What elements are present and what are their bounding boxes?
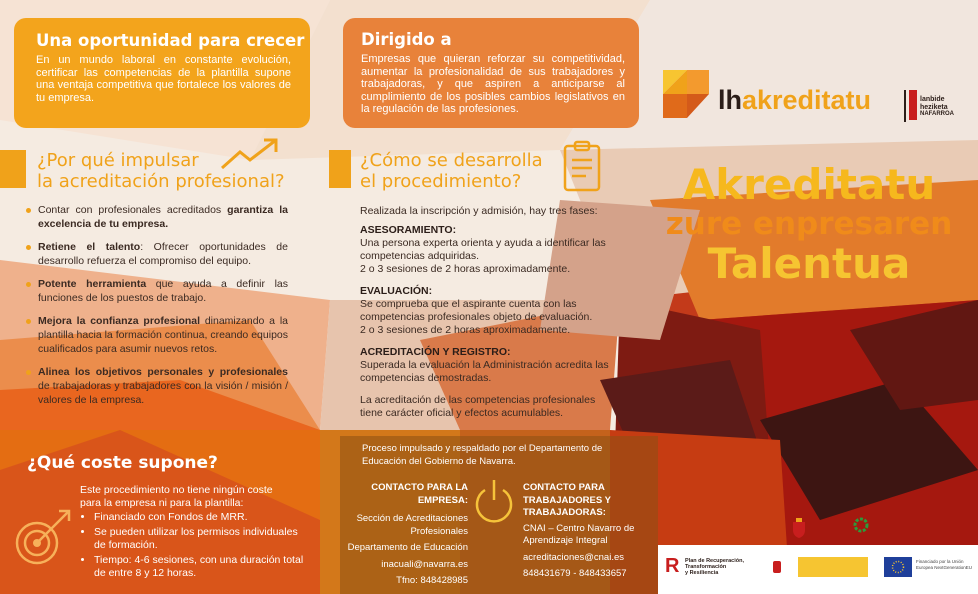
phase-body: Una persona experta orienta y ayuda a identificar las competencias adquiridas.: [360, 237, 606, 262]
partner-line: NAFARROA: [920, 111, 954, 117]
phase-note: 2 o 3 sesiones de 2 horas aproximadamente.: [360, 263, 571, 275]
cost-title: ¿Qué coste supone?: [27, 453, 218, 473]
lanbide-text: [920, 96, 954, 119]
how-title-line-1: ¿Cómo se desarrolla: [360, 150, 543, 171]
how-phases: [360, 224, 618, 420]
why-item: Potente herramienta que ayuda a definir las funciones de los puestos de trabajo.: [26, 277, 288, 305]
workers-email-link[interactable]: acreditaciones@cnai.es: [523, 551, 625, 563]
akreditatu-logo-mark: [663, 70, 709, 118]
why-accent-bar: [0, 150, 26, 188]
why-item: Retiene el talento: Ofrecer oportunidades de desarrollo refuerza el compromiso del equipo.: [26, 240, 288, 268]
target-arrow-icon: [13, 505, 75, 567]
eu-funding-text: Financiado por la Unión Europea NextGenerationEU: [916, 559, 973, 570]
lanbide-logo: [909, 90, 917, 120]
headline-line-2: zure enpresaren: [665, 206, 953, 242]
spain-coat-icon: [773, 561, 781, 573]
how-title-line-2: el procedimiento?: [360, 171, 522, 192]
spain-shield: [770, 557, 798, 577]
clipboard-icon: [562, 140, 602, 192]
opportunity-card-body: En un mundo laboral en constante evolución, certificar las competencias de la plantilla supone una ventaja competitiva que fortalece los valores de tu empresa.: [36, 54, 291, 104]
how-intro: Realizada la inscripción y admisión, hay tres fases:: [360, 205, 598, 217]
logo-divider: [904, 90, 906, 122]
phase-body: Superada la evaluación la Administración acredita las competencias demostradas.: [360, 359, 609, 384]
company-contact: [338, 482, 468, 588]
phase-heading: ASESORAMIENTO:: [360, 224, 457, 236]
phase-block: [360, 224, 618, 276]
recovery-plan-logo: [665, 555, 760, 579]
phase-block: [360, 346, 618, 385]
eu-flag-logo: [884, 557, 912, 577]
headline-line-1: Akreditatu: [682, 160, 936, 209]
target-audience-card-title: Dirigido a: [361, 30, 452, 49]
logo-akreditatu: akreditatu: [742, 85, 872, 115]
workers-contact-line: CNAI – Centro Navarro de Aprendizaje Integral: [523, 522, 635, 546]
power-icon: [471, 476, 517, 526]
cost-list: [80, 511, 312, 580]
opportunity-card-title: Una oportunidad para crecer: [36, 31, 305, 50]
workers-phone: 848431679 - 848433657: [523, 568, 627, 579]
cost-item: • Financiado con Fondos de MRR.: [94, 511, 312, 524]
company-contact-line: Departamento de Educación: [347, 542, 468, 553]
target-audience-card-body: Empresas que quieran reforzar su competitividad, aumentar la profesionalidad de sus trabajadores y trabajadoras, y que aspiren a anticiparse al cumplimiento de los posibles cambios legislativos en la regulación de las profesiones.: [361, 53, 625, 115]
phase-body: Se comprueba que el aspirante cuenta con las competencias profesionales objeto de evaluación.: [360, 298, 593, 323]
phase-note: 2 o 3 sesiones de 2 horas aproximadamente.: [360, 324, 571, 336]
why-item: Mejora la confianza profesional dinamizando a la plantilla hacia la formación continua, creando equipos cualificados para asumir nuevos retos.: [26, 314, 288, 356]
company-contact-heading: CONTACTO PARA LA EMPRESA:: [371, 482, 468, 506]
spain-government-logo: [770, 557, 868, 577]
company-contact-line: Sección de Acreditaciones Profesionales: [356, 513, 468, 537]
eu-stars-icon: [884, 557, 912, 577]
phase-heading: EVALUACIÓN:: [360, 285, 433, 297]
company-email-link[interactable]: inacuali@navarra.es: [381, 558, 468, 570]
phase-block: [360, 285, 618, 337]
target-audience-card: [343, 18, 639, 128]
how-accent-bar: [329, 150, 351, 188]
headline: [640, 162, 978, 288]
phase-heading: ACREDITACIÓN Y REGISTRO:: [360, 346, 511, 358]
workers-contact: [523, 482, 651, 581]
how-closing: La acreditación de las competencias profesionales tiene carácter oficial y efectos acumulables.: [360, 394, 596, 419]
akreditatu-logo-text: [718, 85, 871, 115]
why-title-line-2: la acreditación profesional?: [37, 171, 285, 192]
workers-contact-heading: CONTACTO PARA TRABAJADORES Y TRABAJADORAS:: [523, 482, 611, 518]
trending-up-icon: [220, 136, 282, 172]
headline-line-3: Talentua: [707, 239, 911, 288]
opportunity-card: [14, 18, 310, 128]
support-text: Proceso impulsado y respaldado por el Departamento de Educación del Gobierno de Navarra.: [362, 443, 603, 467]
ods-wheel-icon: [853, 517, 869, 533]
navarra-shield-icon: [792, 518, 806, 538]
why-item: Contar con profesionales acreditados garantiza la excelencia de tu empresa.: [26, 203, 288, 231]
why-list: [26, 203, 288, 416]
partner-line: lanbide: [920, 96, 945, 103]
company-phone: Tfno: 848428985: [396, 575, 468, 586]
partner-line: heziketa: [920, 103, 948, 111]
logo-lh: lh: [718, 85, 742, 115]
why-title-line-1: ¿Por qué impulsar: [37, 150, 199, 171]
why-item: Alinea los objetivos personales y profesionales de trabajadoras y trabajadores con la visión / misión / valores de la empresa.: [26, 365, 288, 407]
recovery-text: Plan de Recuperación, Transformación y Resiliencia: [685, 558, 744, 576]
cost-item: • Tiempo: 4-6 sesiones, con una duración total de entre 8 y 12 horas.: [94, 554, 312, 580]
cost-intro: Este procedimiento no tiene ningún coste para la empresa ni para la plantilla:: [80, 484, 273, 509]
cost-item: • Se pueden utilizar los permisos individuales de formación.: [94, 526, 312, 552]
recovery-r-icon: R: [665, 555, 680, 577]
